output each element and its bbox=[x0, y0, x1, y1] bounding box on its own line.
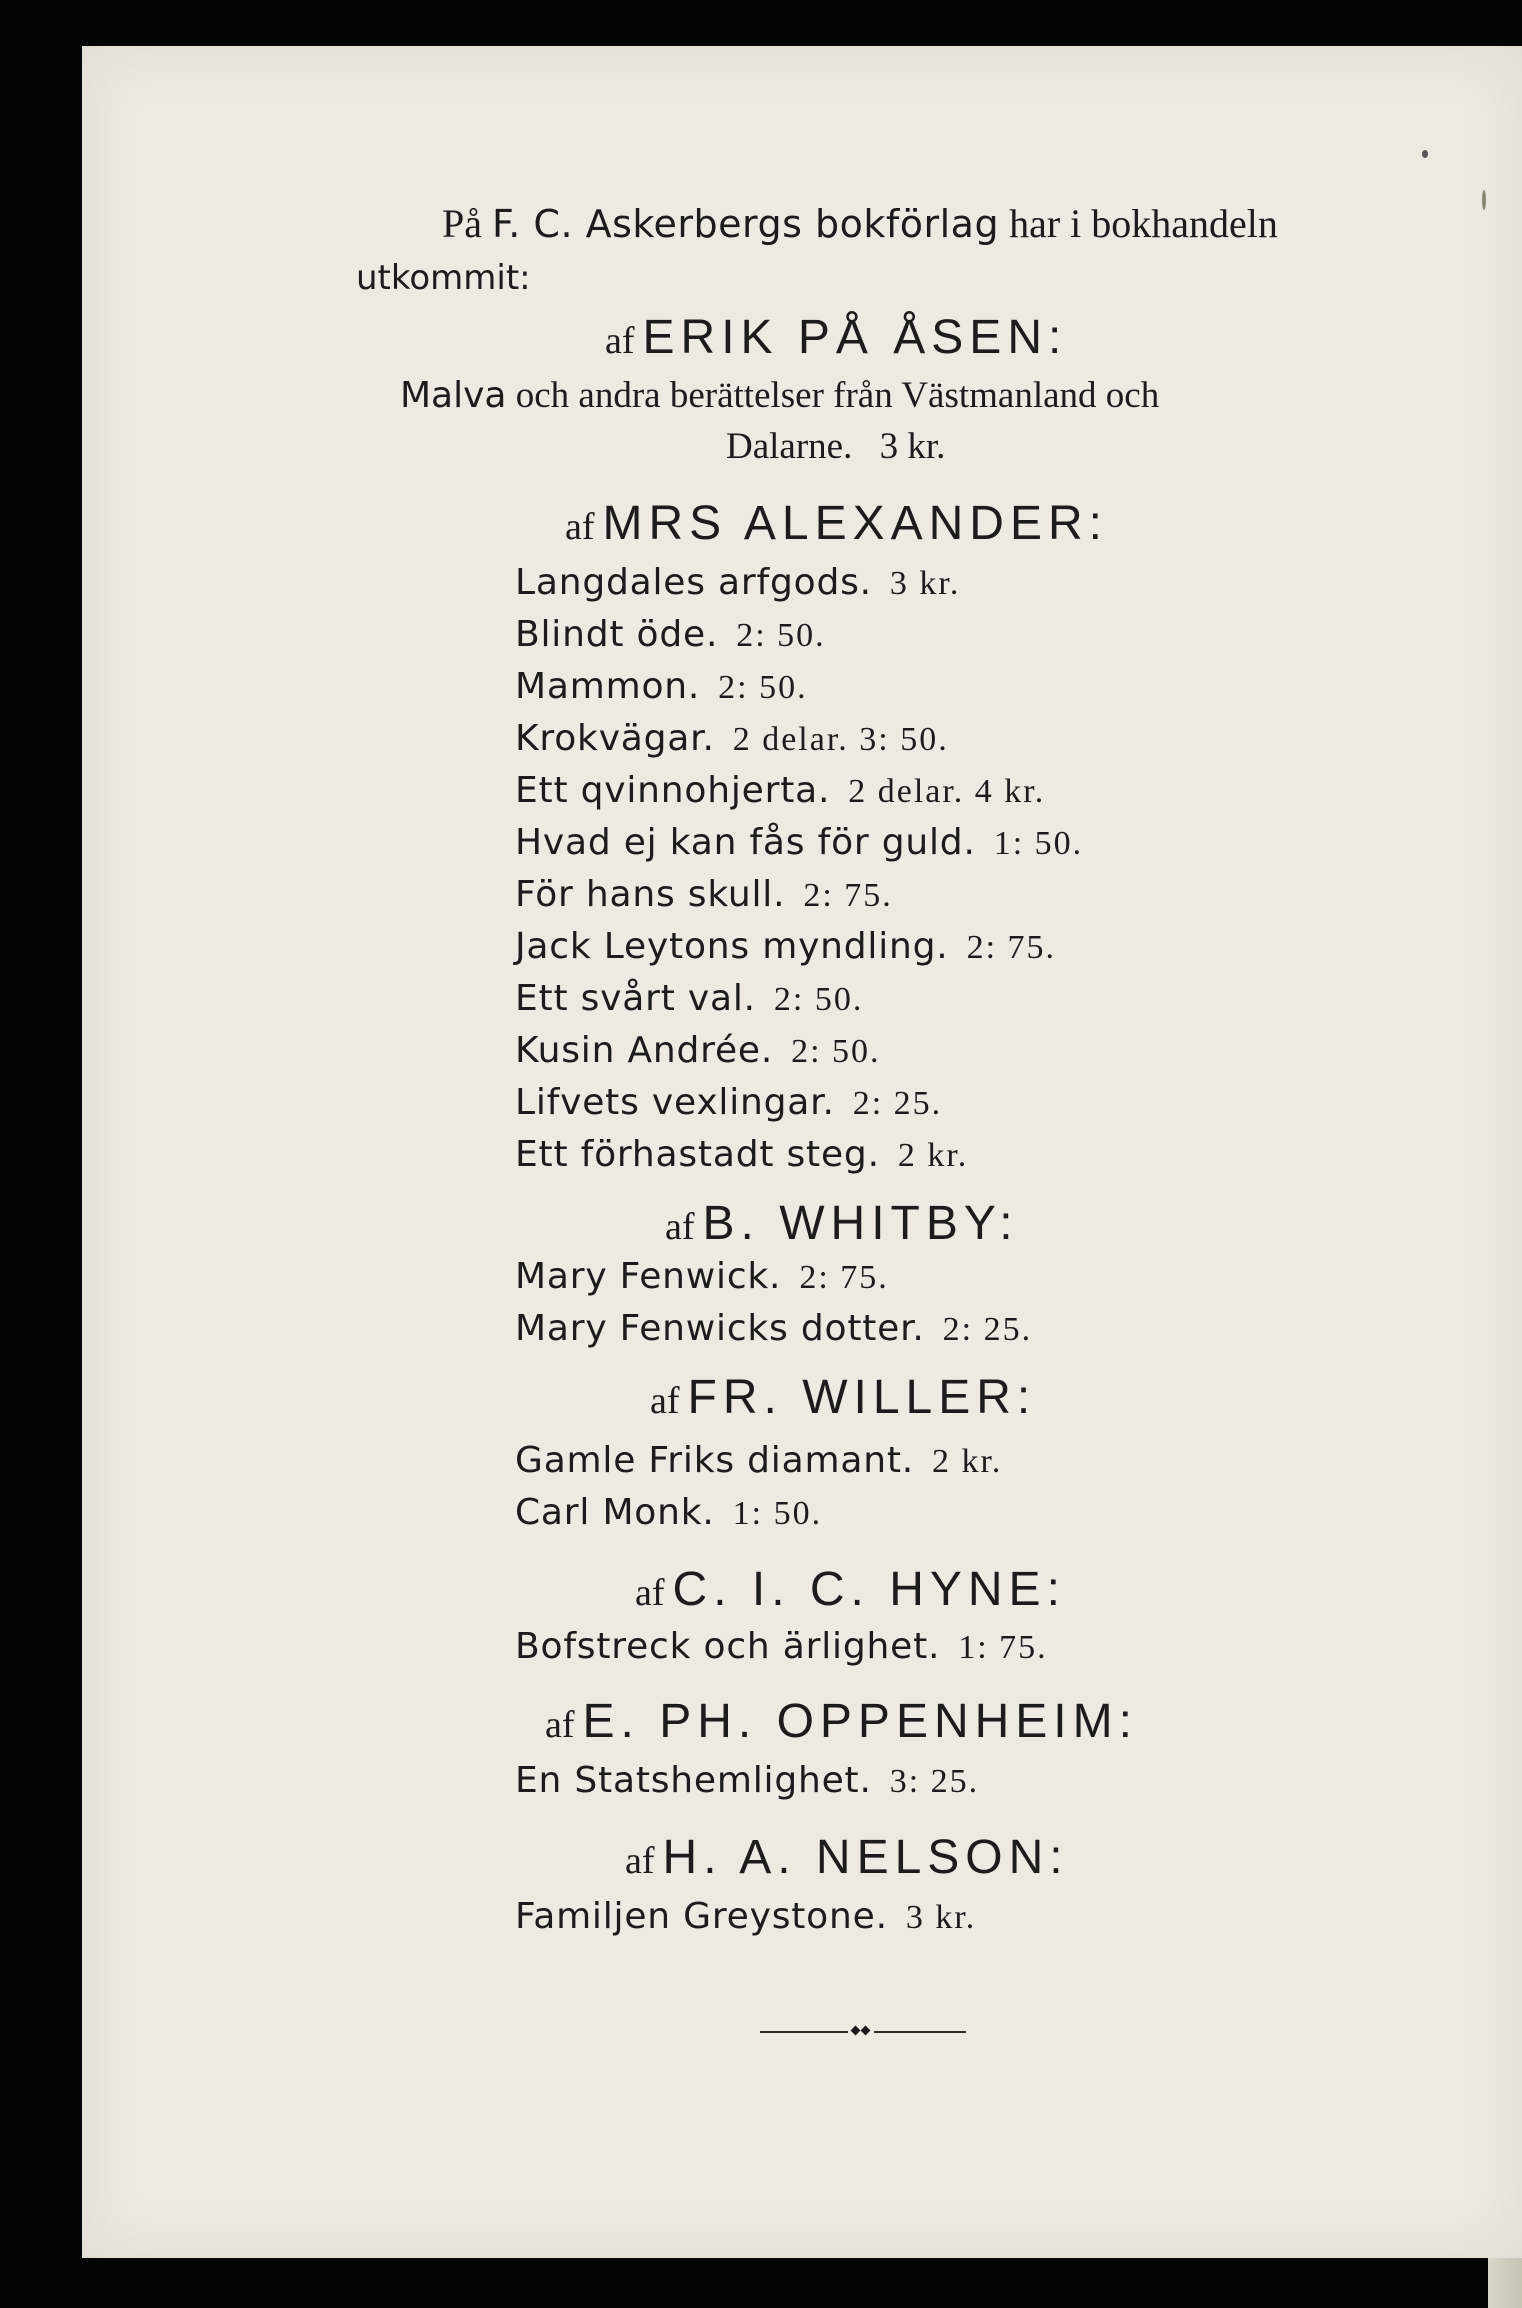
publisher-name: F. C. Askerbergs bokförlag bbox=[492, 202, 1000, 246]
af-label: af bbox=[605, 320, 635, 362]
intro-rest: har i bokhandeln bbox=[1009, 201, 1278, 246]
item-price: 2 kr. bbox=[931, 1443, 1003, 1480]
item-price: 2: 50. bbox=[736, 617, 826, 654]
malva-price: 3 kr. bbox=[879, 426, 946, 467]
section-heading bbox=[665, 1196, 1019, 1251]
scan-speck bbox=[1422, 150, 1428, 158]
section-heading bbox=[635, 1562, 1066, 1617]
author-name: B. WHITBY: bbox=[702, 1197, 1019, 1250]
author-name: FR. WILLER: bbox=[687, 1371, 1037, 1424]
af-label: af bbox=[665, 1206, 695, 1248]
list-item bbox=[515, 770, 1045, 811]
malva-line-1 bbox=[400, 374, 1159, 417]
af-label: af bbox=[625, 1840, 655, 1882]
item-price: 2: 50. bbox=[773, 981, 864, 1018]
list-item bbox=[515, 666, 808, 707]
ornament-divider bbox=[760, 2030, 966, 2034]
author-name: E. PH. OPPENHEIM: bbox=[582, 1695, 1138, 1748]
item-price: 2: 50. bbox=[718, 669, 808, 706]
malva-dalarne: Dalarne. bbox=[726, 426, 853, 467]
item-title: Lifvets vexlingar. bbox=[515, 1082, 835, 1123]
item-price: 3: 25. bbox=[889, 1763, 980, 1800]
section-heading bbox=[650, 1370, 1036, 1425]
af-label: af bbox=[565, 506, 595, 548]
list-item bbox=[515, 562, 960, 603]
item-title: Familjen Greystone. bbox=[515, 1896, 888, 1937]
item-price: 2 delar. 3: 50. bbox=[732, 721, 949, 758]
list-item bbox=[515, 926, 1056, 967]
author-name: ERIK PÅ ÅSEN: bbox=[642, 311, 1068, 364]
section-heading bbox=[545, 1694, 1138, 1749]
section-heading bbox=[565, 496, 1108, 551]
intro-pa: På bbox=[442, 201, 482, 246]
list-item bbox=[515, 1134, 968, 1175]
af-label: af bbox=[650, 1380, 680, 1422]
item-price: 2: 75. bbox=[966, 929, 1057, 966]
item-title: En Statshemlighet. bbox=[515, 1760, 872, 1801]
malva-rest: och andra berättelser från Västmanland och bbox=[515, 375, 1160, 416]
item-price: 2: 25. bbox=[942, 1311, 1033, 1348]
malva-line-2 bbox=[726, 425, 945, 468]
author-name: C. I. C. HYNE: bbox=[672, 1563, 1066, 1616]
list-item bbox=[515, 1256, 889, 1297]
item-title: Ett förhastadt steg. bbox=[515, 1134, 880, 1175]
item-price: 2 delar. 4 kr. bbox=[848, 773, 1046, 810]
item-price: 3 kr. bbox=[905, 1899, 977, 1936]
section-heading bbox=[625, 1830, 1069, 1885]
item-title: Ett qvinnohjerta. bbox=[515, 770, 831, 811]
item-price: 1: 75. bbox=[958, 1629, 1048, 1666]
list-item bbox=[515, 1308, 1032, 1349]
item-title: För hans skull. bbox=[515, 874, 786, 915]
item-title: Mary Fenwicks dotter. bbox=[515, 1308, 925, 1349]
item-price: 2 kr. bbox=[897, 1137, 969, 1174]
intro-line-2: utkommit: bbox=[356, 258, 531, 298]
divider-line-right bbox=[874, 2031, 966, 2033]
item-price: 2: 75. bbox=[803, 877, 893, 914]
list-item bbox=[515, 1896, 976, 1937]
item-title: Hvad ej kan fås för guld. bbox=[515, 822, 976, 863]
list-item bbox=[515, 1030, 881, 1071]
item-title: Jack Leytons myndling. bbox=[515, 926, 949, 967]
item-title: Kusin Andrée. bbox=[515, 1030, 774, 1071]
af-label: af bbox=[635, 1572, 665, 1614]
item-title: Ett svårt val. bbox=[515, 978, 756, 1019]
author-name: H. A. NELSON: bbox=[662, 1831, 1069, 1884]
item-title: Blindt öde. bbox=[515, 614, 719, 655]
item-price: 1: 50. bbox=[732, 1495, 823, 1532]
list-item bbox=[515, 1492, 822, 1533]
item-title: Mammon. bbox=[515, 666, 701, 707]
item-price: 2: 25. bbox=[852, 1085, 943, 1122]
item-title: Langdales arfgods. bbox=[515, 562, 872, 603]
list-item bbox=[515, 718, 949, 759]
list-item bbox=[515, 874, 893, 915]
list-item bbox=[515, 1440, 1002, 1481]
item-price: 1: 50. bbox=[993, 825, 1084, 862]
section-heading bbox=[605, 310, 1067, 365]
list-item bbox=[515, 978, 863, 1019]
list-item bbox=[515, 1626, 1048, 1667]
list-item bbox=[515, 822, 1083, 863]
item-title: Gamle Friks diamant. bbox=[515, 1440, 914, 1481]
item-title: Carl Monk. bbox=[515, 1492, 715, 1533]
item-price: 2: 75. bbox=[799, 1259, 889, 1296]
intro-line-1 bbox=[442, 200, 1278, 247]
item-price: 3 kr. bbox=[889, 565, 961, 602]
item-price: 2: 50. bbox=[791, 1033, 881, 1070]
af-label: af bbox=[545, 1704, 575, 1746]
item-title: Mary Fenwick. bbox=[515, 1256, 782, 1297]
list-item bbox=[515, 614, 826, 655]
item-title: Bofstreck och ärlighet. bbox=[515, 1626, 941, 1667]
author-name: MRS ALEXANDER: bbox=[602, 497, 1108, 550]
list-item bbox=[515, 1082, 942, 1123]
list-item bbox=[515, 1760, 979, 1801]
item-title: Krokvägar. bbox=[515, 718, 715, 759]
malva-title: Malva bbox=[400, 375, 507, 416]
scan-speck bbox=[1482, 190, 1486, 210]
divider-line-left bbox=[760, 2031, 848, 2033]
